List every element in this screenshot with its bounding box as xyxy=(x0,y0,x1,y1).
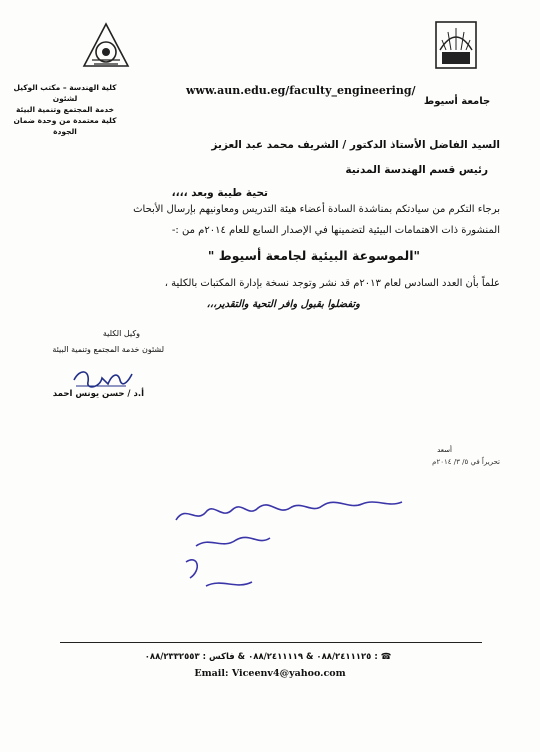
faculty-line-1: كلية الهندسة – مكتب الوكيل لشئون xyxy=(13,83,117,103)
body-paragraph-2: المنشورة ذات الاهتمامات البيئية لتضمينها في الإصدار السابع للعام ٢٠١٤م من :- xyxy=(171,225,500,236)
faculty-line-2: خدمة المجتمع وتنمية البيئة xyxy=(15,105,115,114)
faculty-line-3: كلية معتمدة من وحدة ضمان الجودة xyxy=(13,116,117,136)
faculty-office-name xyxy=(6,82,124,137)
footer-divider xyxy=(60,642,482,643)
faculty-engineering-logo xyxy=(80,20,132,70)
assiut-university-logo xyxy=(432,20,480,72)
date-mark: أسعد xyxy=(437,446,452,454)
written-date: تحريراً في ٥/ ٣/ ٢٠١٤م xyxy=(432,458,500,466)
greeting: تحية طيبة وبعد ،،،، xyxy=(171,187,268,199)
body-paragraph-3: علماً بأن العدد السادس لعام ٢٠١٣م قد نشر وتوجد نسخة بإدارة المكتبات بالكلية ، xyxy=(164,278,500,289)
faculty-website[interactable]: www.aun.edu.eg/faculty_engineering/ xyxy=(186,84,416,97)
signatory-name: أ.د / حسن يونس احمد xyxy=(52,389,144,399)
handwritten-annotation xyxy=(166,490,426,594)
recipient-line: السيد الفاضل الأستاذ الدكتور / الشريف محمد عبد العزيز xyxy=(211,139,500,151)
body-paragraph-1: برجاء التكرم من سيادتكم بمناشدة السادة أعضاء هيئة التدريس ومعاونيهم بإرسال الأبحاث xyxy=(133,204,500,215)
project-title: "الموسوعة البيئية لجامعة أسيوط " xyxy=(207,248,420,263)
university-name: جامعة أسيوط xyxy=(423,96,491,107)
signatory-department: لشئون خدمة المجتمع وتنمية البيئة xyxy=(52,345,164,354)
recipient-title: رئيس قسم الهندسة المدنية xyxy=(345,164,488,176)
signatory-title: وكيل الكلية xyxy=(102,329,140,338)
contact-email[interactable]: Email: Viceenv4@yahoo.com xyxy=(194,668,346,679)
closing: وتفضلوا بقبول وافر التحية والتقدير،،، xyxy=(206,299,360,310)
contact-phones: ☎ : ٠٨٨/٢٤١١١٢٥ & ٠٨٨/٢٤١١١١٩ & فاكس : ٠٨٨/٢٣٣٢٥٥٣ xyxy=(144,652,392,662)
